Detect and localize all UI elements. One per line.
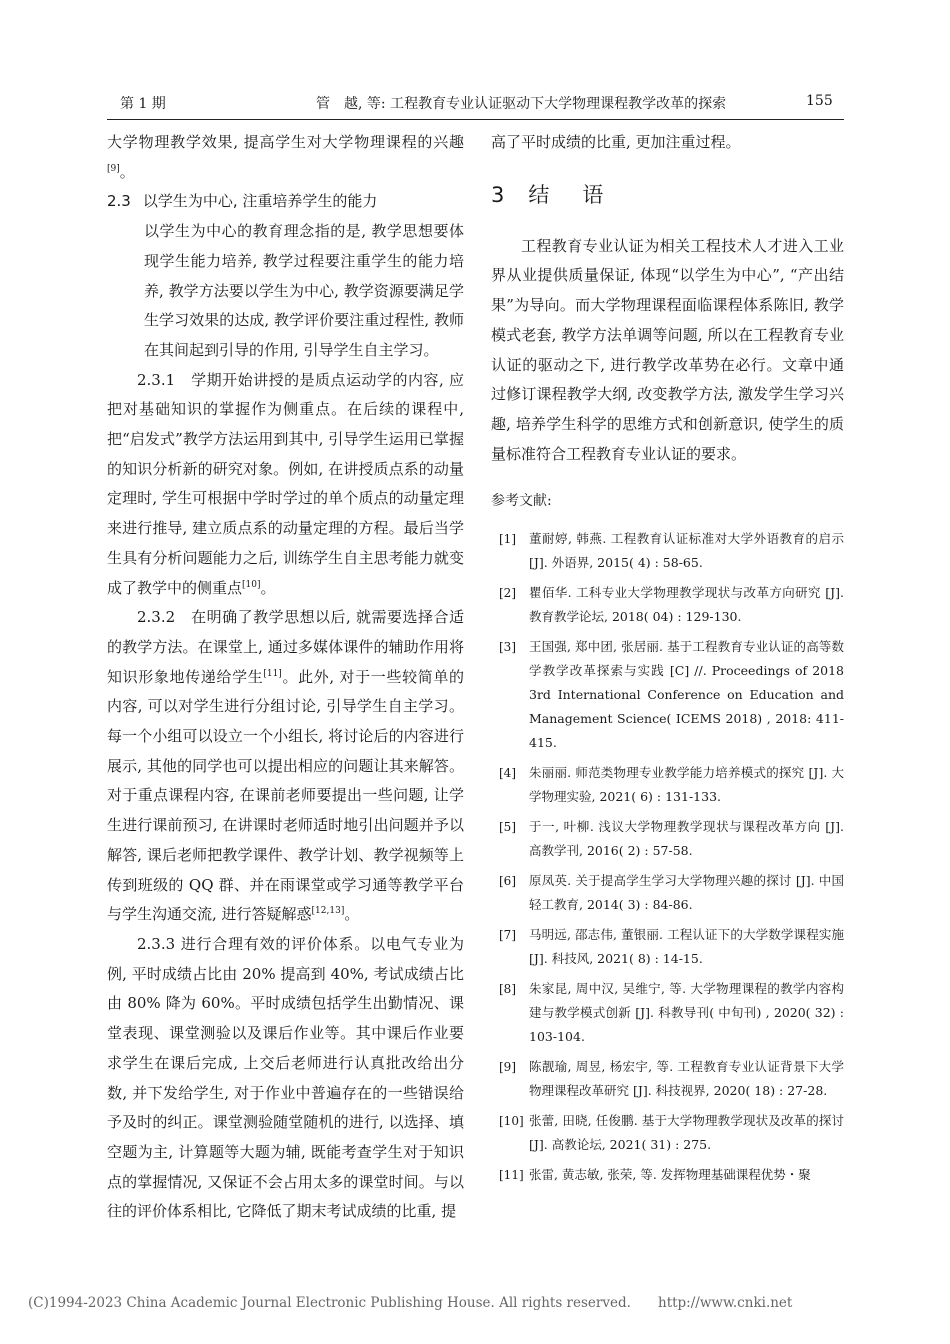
paragraph-2-3-3: 2.3.3 进行合理有效的评价体系。以电气专业为例, 平时成绩占比由 20% 提高到 40%, 考试成绩占比由 80% 降为 60%。平时成绩包括学生出勤情况、课堂表现、课堂测验以及课后作业等。其中课后作业要求学生在课后完成, 上交后老师进行认真批改给出分数, 并下发给学生, 对于作业中普遍存在的一些错误给予及时的纠正。课堂测验随堂随机的进行, 以选择、填空题为主, 计算题等大题为辅, 既能考查学生对于知识点的掌握情况, 又保证不会占用太多的课堂时间。与以往的评价体系相比, 它降低了期末考试成绩的比重, 提 [107,934,464,1221]
reference-number: [1] [499,532,516,547]
reference-item [491,635,844,755]
reference-text: 瞿佰华. 工科专业大学物理教学现状与改革方向研究 [J]. 教育教学论坛, 2018( 04) : 129-130. [529,585,844,625]
reference-text: 陈靓瑜, 周昱, 杨宏宇, 等. 工程教育专业认证背景下大学物理课程改革研究 [J]. 科技视界, 2020( 18) : 27-28. [529,1059,844,1099]
reference-item [491,815,844,863]
reference-item [491,581,844,629]
reference-text: 董耐婷, 韩燕. 工程教育认证标准对大学外语教育的启示 [J]. 外语界, 2015( 4) : 58-65. [529,531,844,571]
left-column [107,128,464,1227]
reference-item [491,923,844,971]
reference-number: [3] [499,640,516,655]
citation[interactable]: [9] [107,163,120,174]
issue-number: 第 1 期 [120,96,166,112]
reference-number: [7] [499,928,516,943]
reference-text: 张蕾, 田晓, 任俊鹏. 基于大学物理教学现状及改革的探讨 [J]. 高教论坛, 2021( 31) : 275. [529,1113,844,1153]
section-number: 3 [491,182,511,207]
right-column [491,128,844,1193]
page-number: 155 [806,93,833,109]
header-rule [107,119,844,120]
paragraph-text: 。此外, 对于一些较简单的内容, 可以对学生进行分组讨论, 引导学生自主学习。每一个小组可以设立一个小组长, 将讨论后的内容进行展示, 其他的同学也可以提出相应的问题让其来解答。对于重点课程内容, 在课前老师要提出一些问题, 让学生进行课前预习, 在讲课时老师适时地引出问题并予以解答, 课后老师把教学课件、教学计划、教学视频等上传到班级的 QQ 群、并在雨课堂或学习通等教学平台与学生沟通交流, 进行答疑解惑 [107,667,464,924]
paragraph-text: 2.3.1 学期开始讲授的是质点运动学的内容, 应把对基础知识的掌握作为侧重点。在后续的课程中, 把“启发式”教学方法运用到其中, 引导学生运用已掌握的知识分析新的研究对象。例如, 在讲授质点系的动量定理时, 学生可根据中学时学过的单个质点的动量定理来进行推导, 建立质点系的动量定理的方程。最后当学生具有分析问题能力之后, 训练学生自主思考能力就变成了教学中的侧重点 [107,370,464,597]
reference-number: [11] [499,1168,524,1183]
paragraph-text: 大学物理教学效果, 提高学生对大学物理课程的兴趣 [107,133,464,151]
references-title: 参考文献: [491,493,552,510]
paragraph-conclusion: 工程教育专业认证为相关工程技术人才进入工业界从业提供质量保证, 体现“以学生为中心”, “产出结果”为导向。而大学物理课程面临课程体系陈旧, 教学模式老套, 教学方法单调等问题, 所以在工程教育专业认证的驱动之下, 进行教学改革势在必行。文章中通过修订课程教学大纲, 改变教学方法, 激发学生学习兴趣, 培养学生科学的思维方式和创新意识, 使学生的质量标准符合工程教育专业认证的要求。 [491,236,844,463]
reference-number: [8] [499,982,516,997]
paragraph-2-3-2 [107,603,464,930]
citation[interactable]: [11] [263,668,282,679]
reference-text: 于一, 叶柳. 浅议大学物理教学现状与课程改革方向 [J]. 高教学刊, 2016( 2) : 57-58. [529,819,844,859]
section-heading-2-3 [107,187,464,217]
section-number: 2.3 [107,192,131,211]
reference-number: [9] [499,1060,516,1075]
section-title: 以学生为中心, 注重培养学生的能力 [142,192,378,211]
reference-text: 朱家昆, 周中汉, 吴维宁, 等. 大学物理课程的教学内容构建与教学模式创新 [J]. 科教导刊( 中旬刊) , 2020( 32) : 103-104. [529,981,844,1045]
punct: 。 [119,162,135,181]
reference-text: 王国强, 郑中团, 张居丽. 基于工程教育专业认证的高等数学教学改革探索与实践 [C] //. Proceedings of 2018 3rd International Conference on Education and Management Science( ICEMS 2018) , 2018: 411-415. [529,639,844,751]
reference-item [491,1109,844,1157]
paragraph-text: 2.3.2 在明确了教学思想以后, 就需要选择合适的教学方法。在课堂上, 通过多媒体课件的辅助作用将知识形象地传递给学生 [107,608,464,686]
references-list [491,527,844,1187]
citation[interactable]: [10] [242,579,261,590]
punct: 。 [344,905,360,924]
punct: 。 [260,578,276,597]
reference-item [491,977,844,1049]
reference-text: 张雷, 黄志敏, 张荣, 等. 发挥物理基础课程优势・聚 [529,1167,811,1183]
paragraph-continued: 高了平时成绩的比重, 更加注重过程。 [491,133,741,151]
reference-item [491,1163,844,1187]
paragraph-student-centered: 以学生为中心的教育理念指的是, 教学思想要体现学生能力培养, 教学过程要注重学生的能力培养, 教学方法要以学生为中心, 教学资源要满足学生学习效果的达成, 教学评价要注重过程性, 教师在其间起到引导的作用, 引导学生自主学习。 [144,222,464,359]
reference-item [491,869,844,917]
reference-number: [6] [499,874,516,889]
reference-text: 原凤英. 关于提高学生学习大学物理兴趣的探讨 [J]. 中国轻工教育, 2014( 3) : 84-86. [529,873,844,913]
running-title: 管 越, 等: 工程教育专业认证驱动下大学物理课程教学改革的探索 [316,96,727,112]
reference-text: 朱丽丽. 师范类物理专业教学能力培养模式的探究 [J]. 大学物理实验, 2021( 6) : 131-133. [529,765,844,805]
reference-number: [4] [499,766,516,781]
page-header [0,0,950,120]
reference-number: [2] [499,586,516,601]
citation[interactable]: [12,13] [311,906,345,917]
reference-text: 马明远, 邵志伟, 董银丽. 工程认证下的大学数学课程实施 [J]. 科技风, 2021( 8) : 14-15. [529,927,844,967]
paragraph-continued [107,128,464,187]
reference-number: [5] [499,820,516,835]
reference-item [491,1055,844,1103]
reference-item [491,527,844,575]
reference-number: [10] [499,1114,524,1129]
section-heading-3 [491,158,844,232]
reference-item [491,761,844,809]
publisher-link[interactable]: http://www.cnki.net [658,1295,793,1311]
paragraph-2-3-1 [107,366,464,604]
section-title: 结 语 [528,182,610,207]
copyright-notice: (C)1994-2023 China Academic Journal Electronic Publishing House. All rights reserved. [28,1295,631,1311]
